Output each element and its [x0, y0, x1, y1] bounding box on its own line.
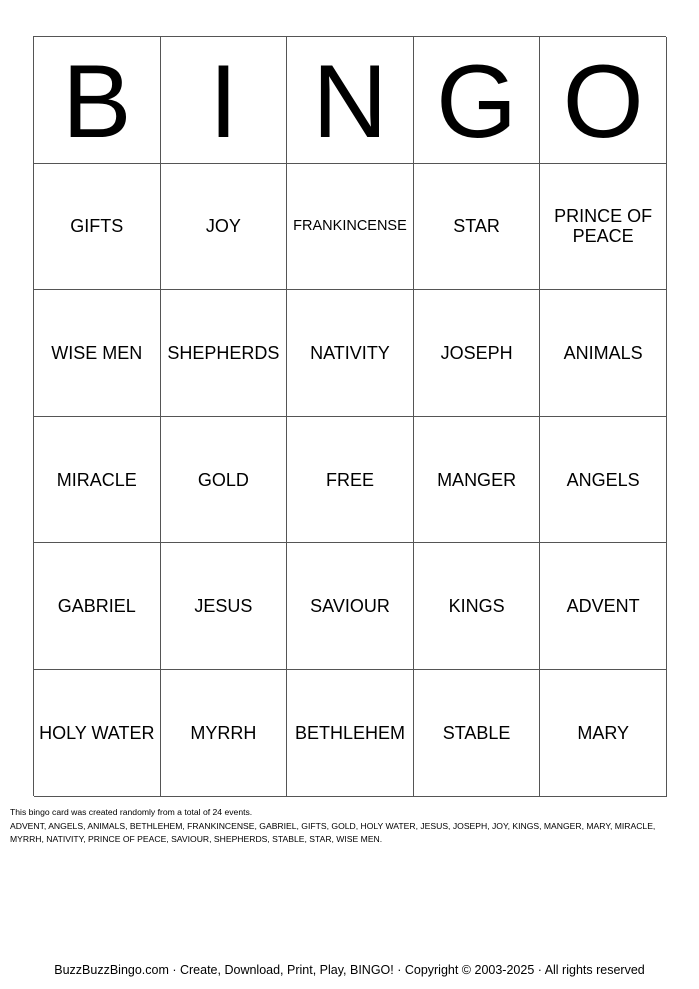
card-footnote [10, 806, 690, 847]
bingo-cell: ANIMALS [540, 290, 667, 417]
bingo-cell: ADVENT [540, 543, 667, 670]
header-letter-o: O [540, 37, 667, 164]
bingo-cell: STABLE [414, 670, 541, 797]
header-letter-g: G [414, 37, 541, 164]
bingo-cell: SAVIOUR [287, 543, 414, 670]
bingo-cell: STAR [414, 164, 541, 291]
bingo-cell: FRANKINCENSE [287, 164, 414, 291]
bingo-cell: MARY [540, 670, 667, 797]
bingo-cell: MYRRH [161, 670, 288, 797]
header-letter-n: N [287, 37, 414, 164]
bingo-cell: GIFTS [34, 164, 161, 291]
bingo-cell: JOY [161, 164, 288, 291]
bingo-cell: KINGS [414, 543, 541, 670]
free-space-cell: FREE [287, 417, 414, 544]
page-footer: BuzzBuzzBingo.com · Create, Download, Print, Play, BINGO! · Copyright © 2003-2025 · All rights reserved [54, 963, 645, 977]
bingo-cell: NATIVITY [287, 290, 414, 417]
bingo-card [33, 36, 666, 796]
footnote-event-list: ADVENT, ANGELS, ANIMALS, BETHLEHEM, FRANKINCENSE, GABRIEL, GIFTS, GOLD, HOLY WATER, JESUS, JOSEPH, JOY, KINGS, MANGER, MARY, MIRACLE, MYRRH, NATIVITY, PRINCE OF PEACE, SAVIOUR, SHEPHERDS, STABLE, STAR, WISE MEN. [10, 820, 656, 844]
bingo-cell: HOLY WATER [34, 670, 161, 797]
header-letter-b: B [34, 37, 161, 164]
bingo-cell: MANGER [414, 417, 541, 544]
bingo-cell: JOSEPH [414, 290, 541, 417]
bingo-cell: PRINCE OF PEACE [540, 164, 667, 291]
bingo-cell: JESUS [161, 543, 288, 670]
bingo-cell: ANGELS [540, 417, 667, 544]
bingo-cell: GABRIEL [34, 543, 161, 670]
bingo-cell: GOLD [161, 417, 288, 544]
header-letter-i: I [161, 37, 288, 164]
bingo-cell: SHEPHERDS [161, 290, 288, 417]
bingo-cell: BETHLEHEM [287, 670, 414, 797]
bingo-cell: MIRACLE [34, 417, 161, 544]
bingo-cell: WISE MEN [34, 290, 161, 417]
footnote-summary: This bingo card was created randomly from a total of 24 events. [10, 807, 253, 817]
